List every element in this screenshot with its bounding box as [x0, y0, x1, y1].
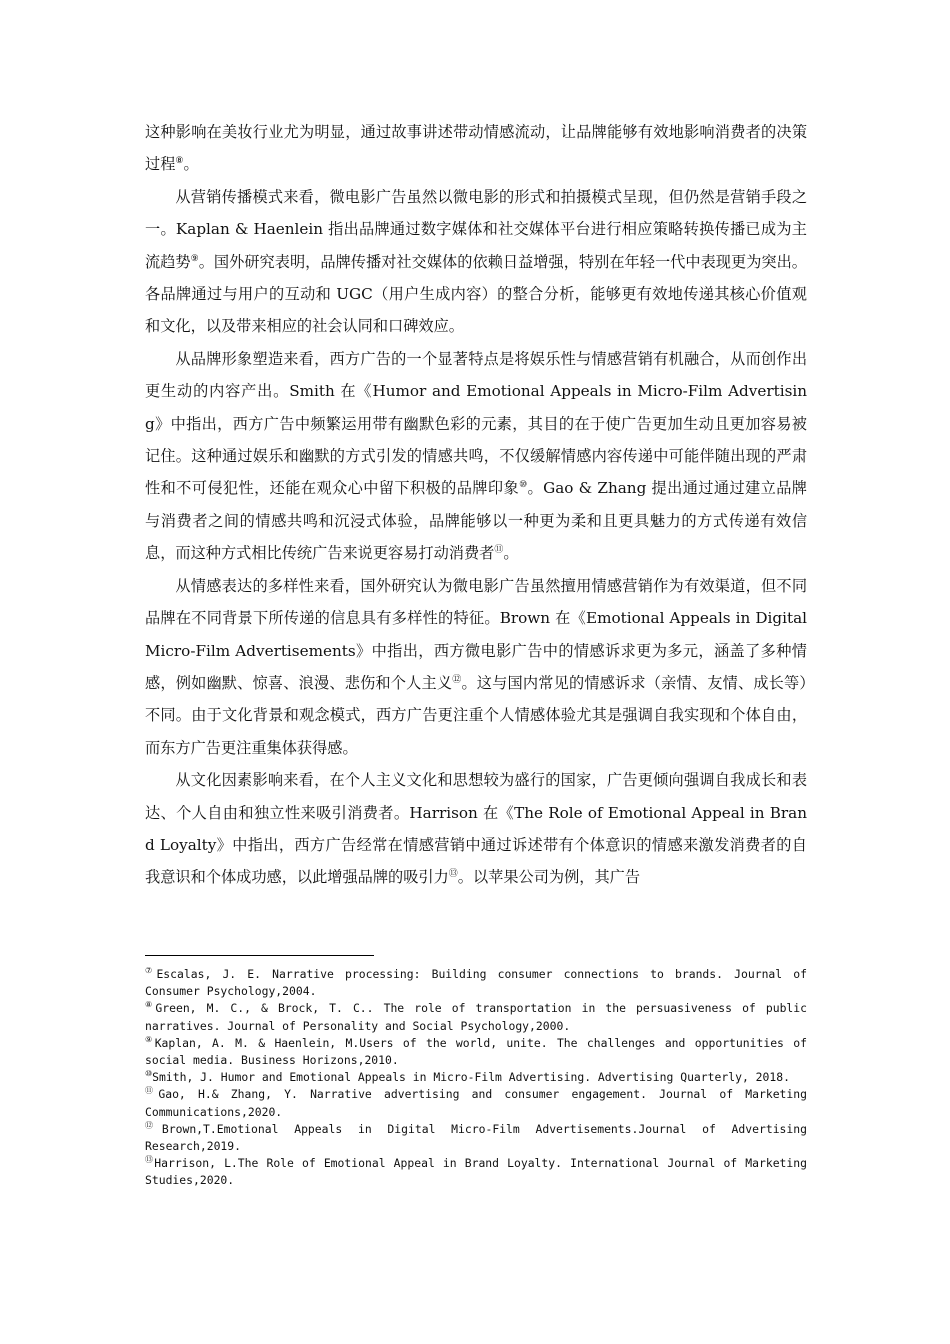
paragraph-text: 从营销传播模式来看，微电影广告虽然以微电影的形式和拍摄模式呈现，但仍然是营销手段之一。Kaplan & Haenlein 指出品牌通过数字媒体和社交媒体平台进行相应策略转换传播已成为主流趋势	[145, 187, 807, 271]
footnote-text: Brown,T.Emotional Appeals in Digital Micro-Film Advertisements.Journal of Advertising Research,2019.	[145, 1121, 807, 1154]
paragraph-marketing-mode	[145, 181, 807, 343]
paragraph-text: 。这与国内常见的情感诉求（亲情、友情、成长等）不同。由于文化背景和观念模式，西方广告更注重个人情感体验尤其是强调自我实现和个体自由，而东方广告更注重集体获得感。	[145, 673, 807, 757]
footnote-text: Smith, J. Humor and Emotional Appeals in Micro-Film Advertising. Advertising Quarterly, 2018.	[152, 1070, 790, 1085]
paragraph-text: 从品牌形象塑造来看，西方广告的一个显著特点是将娱乐性与情感营销有机融合，从而创作出更生动的内容产出。Smith 在《Humor and Emotional Appeals in Micro-Film Advertising》中指出，西方广告中频繁运用带有幽默色彩的元素，其目的在于使广告更加生动且更加容易被记住。这种通过娱乐和幽默的方式引发的情感共鸣，不仅缓解情感内容传递中可能伴随出现的严肃性和不可侵犯性，还能在观众心中留下积极的品牌印象	[145, 349, 807, 498]
footnote	[145, 1121, 807, 1155]
footnotes	[145, 966, 807, 1190]
paragraph-text: 。	[183, 155, 199, 174]
footnote-text: Green, M. C., & Brock, T. C.. The role of transportation in the persuasiveness of public narratives. Journal of Personality and Social Psychology,2000.	[145, 1001, 808, 1033]
paragraph-text: 。Gao & Zhang 提出通过通过建立品牌与消费者之间的情感共鸣和沉浸式体验，品牌能够以一种更为柔和且更具魅力的方式传递有效信息，而这种方式相比传统广告来说更容易打动消费者	[145, 479, 807, 563]
paragraph-text: 。国外研究表明，品牌传播对社交媒体的依赖日益增强，特别在年轻一代中表现更为突出。各品牌通过与用户的互动和 UGC（用户生成内容）的整合分析，能够更有效地传递其核心价值观和文化，以及带来相应的社会认同和口碑效应。	[145, 252, 807, 336]
footnote-text: Gao, H.& Zhang, Y. Narrative advertising and consumer engagement. Journal of Marketing Communications,2020.	[145, 1087, 807, 1119]
paragraph-emotion-diversity	[145, 570, 807, 764]
footnote-mark: ⑫	[145, 1121, 162, 1131]
paragraph-text: 从情感表达的多样性来看，国外研究认为微电影广告虽然擅用情感营销作为有效渠道，但不同品牌在不同背景下所传递的信息具有多样性的特征。Brown 在《Emotional Appeals in Digital Micro-Film Advertisements》中指出，西方微电影广告中的情感诉求更为多元，涵盖了多种情感，例如幽默、惊喜、浪漫、悲伤和个人主义	[145, 576, 807, 692]
footnote	[145, 1086, 807, 1120]
footnote-ref[interactable]: ⑧	[175, 156, 184, 167]
footnote-text: Harrison, L.The Role of Emotional Appeal in Brand Loyalty. International Journal of Marketing Studies,2020.	[145, 1156, 807, 1188]
footnote-mark: ⑨	[145, 1035, 155, 1045]
footnote-mark: ⑪	[145, 1086, 159, 1096]
footnote-ref[interactable]: ⑩	[519, 480, 528, 491]
footnote	[145, 1000, 807, 1034]
footnote-mark: ⑧	[145, 1000, 156, 1010]
paragraph-text: 。	[503, 544, 519, 563]
paragraph-text: 从文化因素影响来看，在个人主义文化和思想较为盛行的国家，广告更倾向强调自我成长和表达、个人自由和独立性来吸引消费者。Harrison 在《The Role of Emotional Appeal in Brand Loyalty》中指出，西方广告经常在情感营销中通过诉述带有个体意识的情感来激发消费者的自我意识和个体成功感，以此增强品牌的吸引力	[145, 771, 807, 887]
footnote-separator	[145, 955, 374, 956]
footnote	[145, 1035, 807, 1069]
footnote-text: Escalas, J. E. Narrative processing: Building consumer connections to brands. Journal of Consumer Psychology,2004.	[145, 967, 807, 999]
paragraph-text: 。以苹果公司为例，其广告	[457, 868, 641, 887]
footnote-ref[interactable]: ⑫	[452, 674, 462, 685]
paragraph-text: 这种影响在美妆行业尤为明显，通过故事讲述带动情感流动，让品牌能够有效地影响消费者的决策过程	[145, 123, 807, 174]
paragraph-cultural-factors	[145, 764, 807, 894]
footnote	[145, 1069, 807, 1086]
footnote-mark: ⑩	[145, 1069, 153, 1079]
footnote	[145, 966, 807, 1000]
footnote-text: Kaplan, A. M. & Haenlein, M.Users of the world, unite. The challenges and opportunities of social media. Business Horizons,2010.	[145, 1035, 808, 1068]
paragraph-continued	[145, 116, 807, 181]
body-text	[145, 116, 807, 894]
footnote	[145, 1155, 807, 1189]
footnote-mark: ⑦	[145, 966, 157, 976]
footnote-ref[interactable]: ⑨	[190, 253, 199, 264]
paragraph-brand-image	[145, 343, 807, 570]
footnote-ref[interactable]: ⑪	[494, 545, 504, 556]
footnote-mark: ⑬	[145, 1155, 155, 1165]
footnote-ref[interactable]: ⑬	[448, 869, 458, 880]
